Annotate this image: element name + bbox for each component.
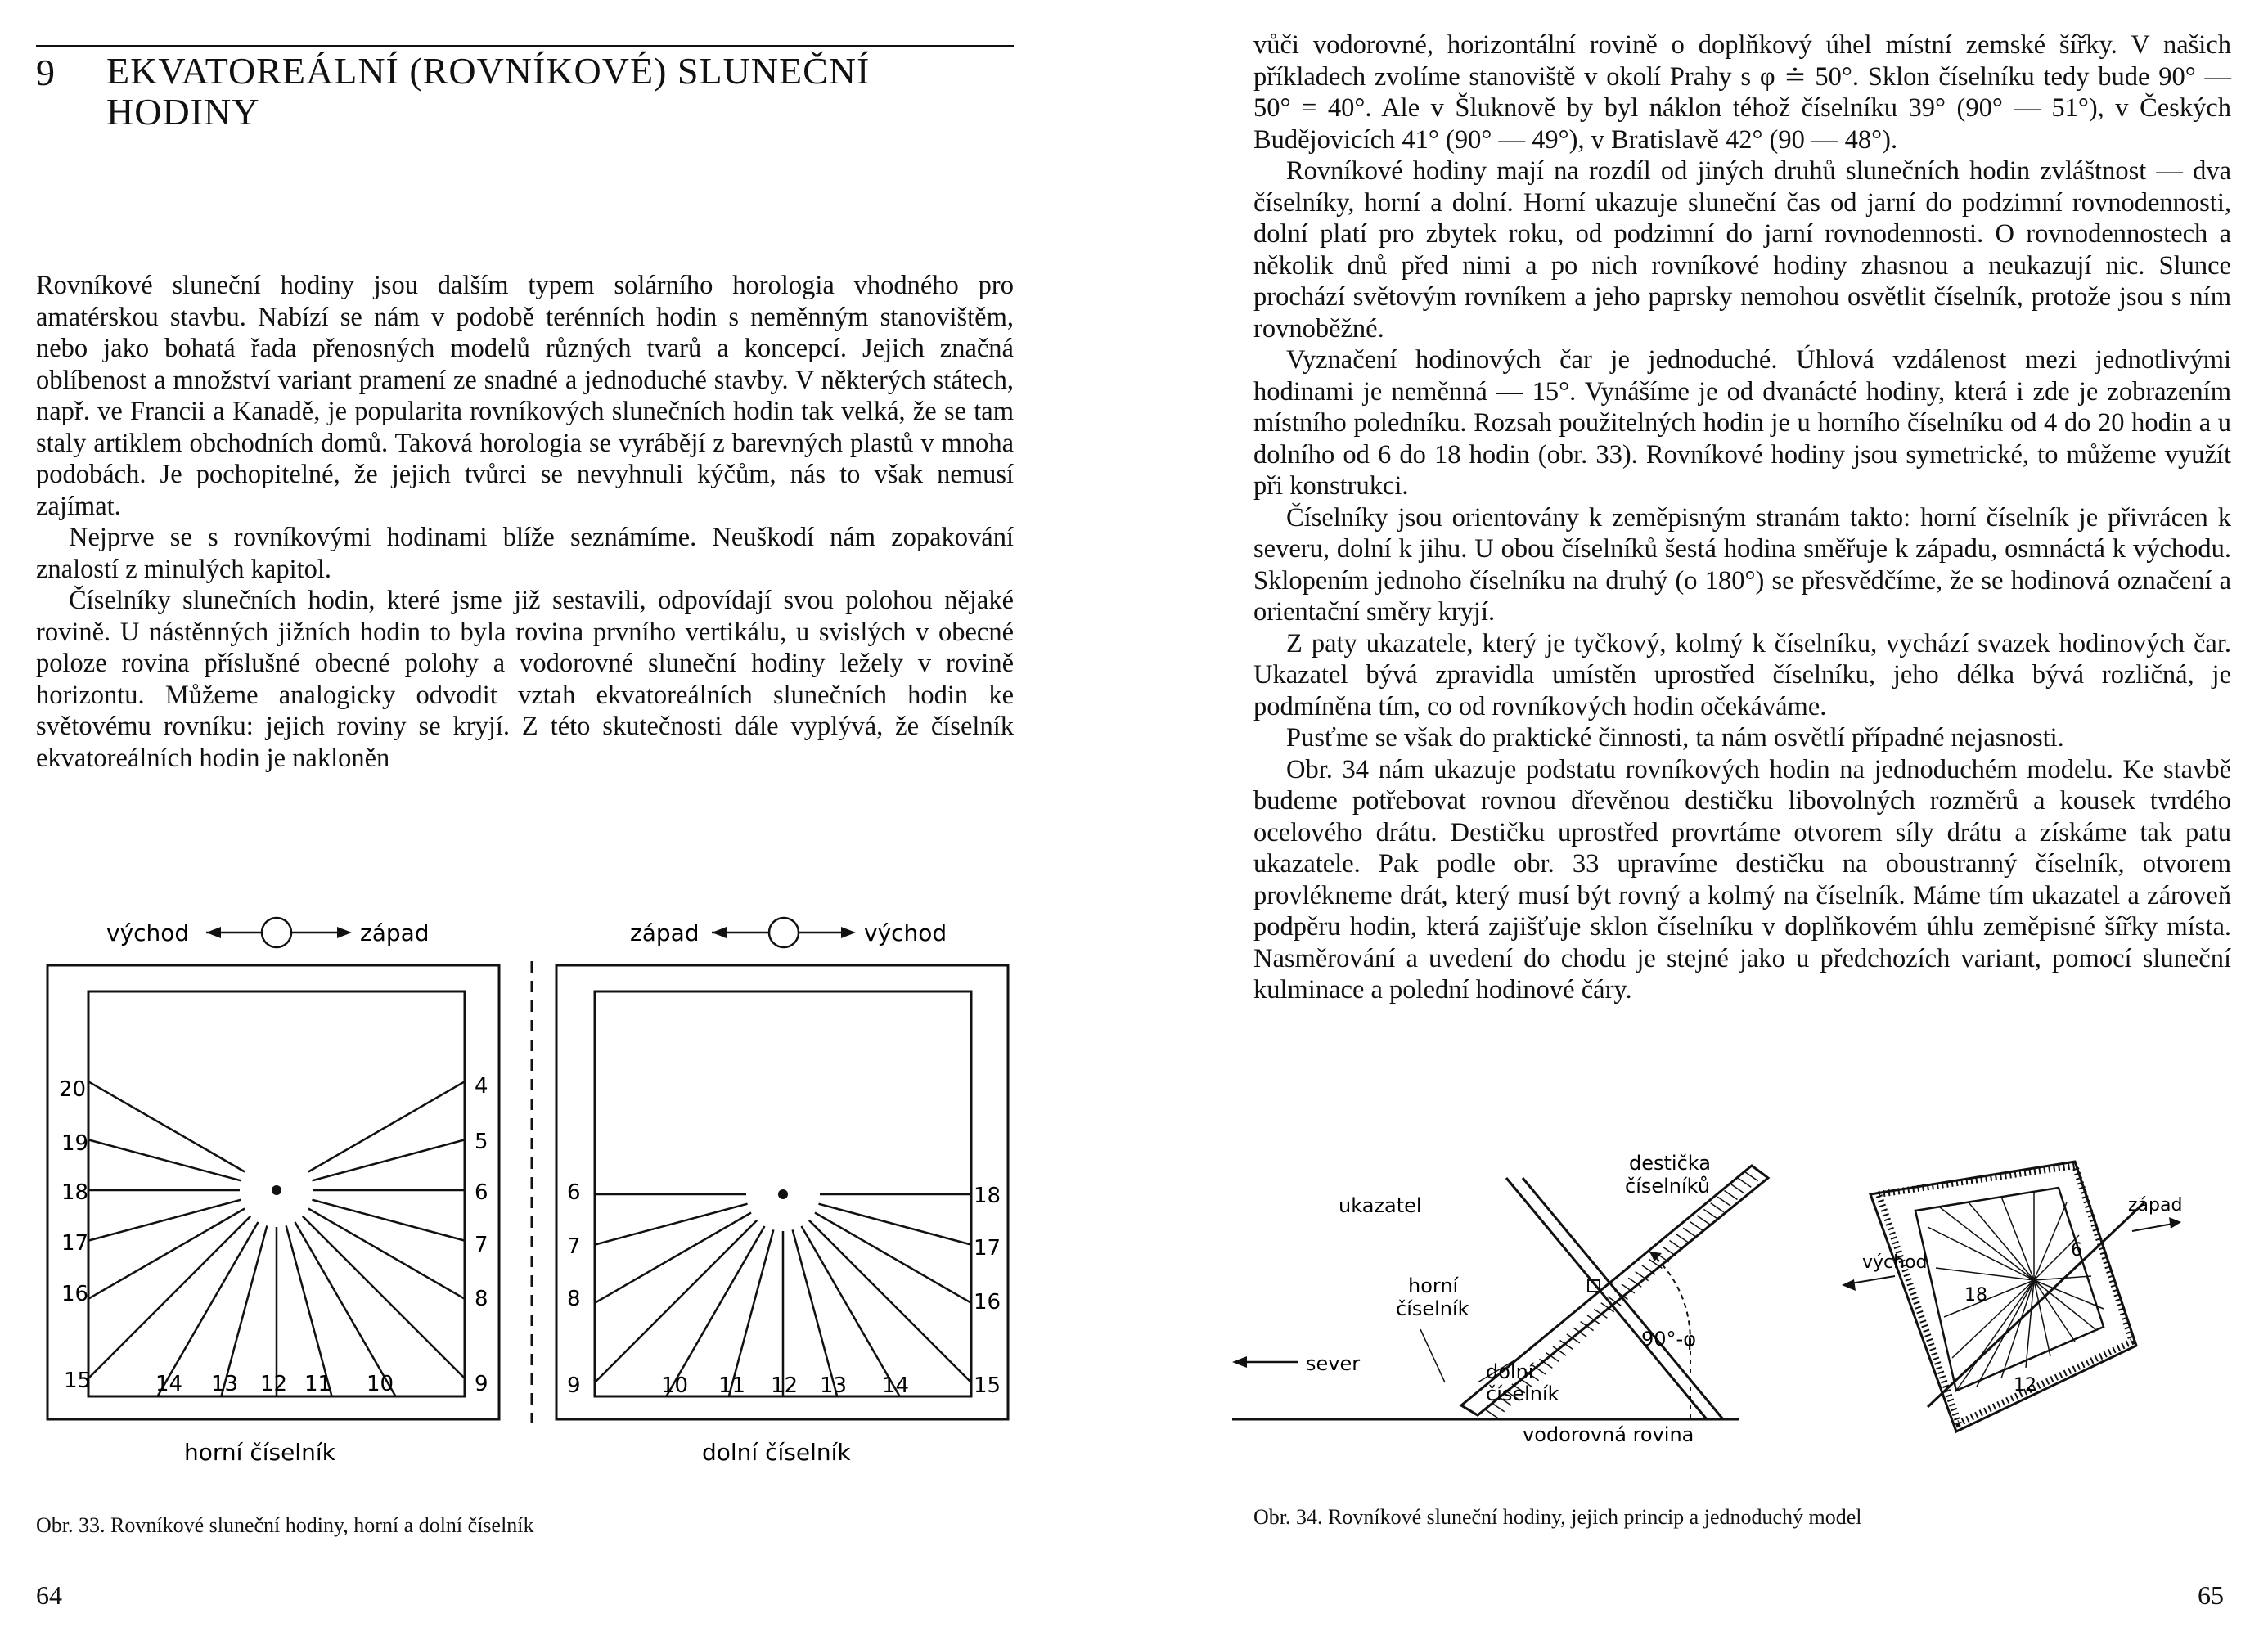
paragraph: Nejprve se s rovníkovými hodinami blíže seznámíme. Neuškodí nám zopakování znalostí z minulých kapitol.	[36, 523, 1014, 584]
hour-label: 13	[211, 1372, 239, 1396]
hour-line	[1670, 1241, 1683, 1250]
hour-line	[286, 1225, 332, 1396]
hour-line	[2034, 1202, 2067, 1280]
arrow-left-icon	[712, 927, 727, 938]
hour-line	[1649, 1259, 1662, 1268]
label-horni-ciselnik: číselník	[1396, 1297, 1469, 1320]
hour-label: 12	[260, 1372, 288, 1396]
hour-line	[666, 1226, 764, 1396]
hour-label: 7	[567, 1234, 581, 1259]
paragraph: Pusťme se však do praktické činnosti, ta nám osvětlí případné nejasnosti.	[1286, 723, 2064, 753]
hour-label: 17	[974, 1236, 1001, 1261]
hour-label: 11	[718, 1373, 746, 1398]
label-rovina: vodorovná rovina	[1523, 1423, 1694, 1446]
arrow-right-icon	[337, 927, 352, 938]
hour-label: 13	[820, 1373, 848, 1398]
hour-label: 10	[661, 1373, 689, 1398]
label-vychod: východ	[1862, 1252, 1928, 1273]
model-drawing	[1842, 1162, 2182, 1432]
right-page	[1134, 0, 2268, 1636]
left-body-text	[36, 270, 1014, 774]
label-dolni: dolní	[1486, 1360, 1534, 1383]
model-label-12: 12	[2014, 1375, 2036, 1396]
hour-label: 14	[882, 1373, 910, 1398]
circle-icon	[262, 918, 291, 947]
hour-line	[88, 1081, 245, 1171]
label-desticka: destička	[1629, 1152, 1711, 1175]
hour-label: 18	[974, 1184, 1001, 1208]
chapter-title-line1: EKVATOREÁLNÍ (ROVNÍKOVÉ) SLUNEČNÍ	[106, 50, 871, 92]
paragraph: Z paty ukazatele, který je tyčkový, kolmý k číselníku, vychází svazek hodinových čar. Ukazatel bývá zpravidla umístěn uprostřed číselníku, jeho délka bývá rozličná, je podmíněna tím, co od rovníkových hodin očekáváme.	[1253, 628, 2231, 721]
hour-line	[1752, 1166, 1765, 1175]
hour-line	[1717, 1197, 1730, 1206]
gnomon-base-dot	[778, 1189, 788, 1199]
right-body-text	[1253, 29, 2231, 1006]
hour-line	[1731, 1184, 1744, 1193]
label-zapad: západ	[2128, 1195, 2183, 1216]
label-angle: 90°-φ	[1641, 1328, 1697, 1351]
chapter-rule	[36, 45, 1014, 47]
figure-34-caption: Obr. 34. Rovníkové sluneční hodiny, jejich princip a jednoduchý model	[1253, 1505, 1862, 1529]
gnomon-base-dot	[272, 1185, 281, 1195]
paragraph: Rovníkové sluneční hodiny jsou dalším typem solárního horologia vhodného pro amatérskou stavbu. Nabízí se nám v podobě terénních hodin s neměnným stanovištěm, nebo jako bohatá řada přenosných modelů různých tvarů a koncepcí. Jejich značná oblíbenost a množství variant pramení ze snadné a jednoduché stavby. V některých státech, např. ve Francii a Kanadě, je popularita rovníkových slunečních hodin tak velká, že se tam staly artiklem obchodních domů. Taková horologia se vyrábějí z barevných plastů v mnoha podobách. Je pochopitelné, že jejich tvůrci se nevyhnuli kýčům, nás to však nemusí zajímat.	[36, 271, 1014, 521]
hour-label: 10	[367, 1372, 394, 1396]
paragraph: Vyznačení hodinových čar je jednoduché. Úhlová vzdálenost mezi jednotlivými hodinami je neměnná — 15°. Vynášíme je od dvanácté hodiny, která i zde je zobrazením místního poledníku. Rozsah použitelných hodin je u horního číselníku od 4 do 20 hodin a u dolního od 6 do 18 hodin (obr. 33). Rovníkové hodiny jsou symetrické, to můžeme využít při konstrukci.	[1253, 345, 2231, 501]
dir-right-label: západ	[360, 919, 430, 946]
dir-left-label: východ	[106, 919, 190, 946]
model-hour-lines	[1928, 1192, 2104, 1391]
hour-label: 5	[475, 1130, 488, 1154]
hour-label: 6	[567, 1180, 581, 1205]
hour-label: 8	[475, 1287, 488, 1311]
hour-line	[1642, 1265, 1655, 1274]
arrow-right-icon	[2169, 1217, 2181, 1229]
hour-line	[88, 1139, 241, 1180]
hour-line	[312, 1139, 465, 1180]
hour-label: 19	[61, 1131, 89, 1156]
figure-34	[1216, 1145, 2222, 1464]
page-number: 65	[2198, 1580, 2224, 1610]
paragraph: Rovníkové hodiny mají na rozdíl od jiných druhů slunečních hodin zvláštnost — dva číselníky, horní a dolní. Horní ukazuje sluneční čas od jarní do podzimní rovnodennosti, dolní platí pro zbytek roku, od podzimní do jarní rovnodennosti. O rovnodennostech a několik dnů před nimi a po nich rovníkové hodiny zhasnou a neukazují nic. Slunce prochází světovým rovníkem a jeho paprsky nemohou osvětlit číselník, protože jsou s ním rovnoběžné.	[1253, 156, 2231, 344]
hour-line	[1697, 1216, 1710, 1225]
hour-line	[818, 1204, 971, 1245]
arrow-left-icon	[1842, 1279, 1856, 1291]
hour-line	[1663, 1247, 1676, 1256]
hour-label: 9	[475, 1372, 488, 1396]
page-number: 64	[36, 1580, 62, 1610]
circle-icon	[769, 918, 799, 947]
upper-dial	[47, 918, 499, 1466]
hour-line	[1725, 1191, 1738, 1200]
leader-line	[1420, 1329, 1445, 1382]
label-ukazatel: ukazatel	[1339, 1194, 1422, 1217]
chapter-title	[106, 51, 870, 133]
arrow-left-icon	[1232, 1356, 1247, 1368]
hour-label: 18	[61, 1180, 89, 1205]
hour-line	[595, 1204, 748, 1245]
hour-label: 11	[304, 1372, 332, 1396]
hour-label: 8	[567, 1287, 581, 1311]
hour-label: 16	[974, 1290, 1001, 1315]
hour-lines	[88, 1081, 465, 1396]
hour-line	[729, 1229, 774, 1396]
hour-line	[88, 1200, 241, 1241]
hour-line	[1738, 1178, 1751, 1187]
dial-label: horní číselník	[184, 1439, 335, 1466]
hour-line	[1969, 1202, 2034, 1280]
chapter-number: 9	[36, 52, 55, 93]
hour-label: 20	[59, 1077, 87, 1102]
hour-line	[1484, 1409, 1497, 1418]
dial-label: dolní číselník	[702, 1439, 851, 1466]
hour-line	[1745, 1172, 1758, 1181]
hour-label: 4	[475, 1074, 488, 1099]
hour-line	[88, 1216, 250, 1378]
dir-left-label: západ	[630, 919, 700, 946]
arrow-left-icon	[206, 927, 221, 938]
chapter-title-line2: HODINY	[106, 91, 260, 133]
hour-label: 6	[475, 1180, 488, 1205]
hour-line	[308, 1081, 465, 1171]
principle-diagram	[1232, 1152, 1768, 1446]
hour-line	[221, 1225, 267, 1396]
lower-dial	[556, 918, 1008, 1466]
hour-label: 12	[771, 1373, 799, 1398]
hour-line	[802, 1226, 900, 1396]
hour-line	[1683, 1228, 1696, 1237]
hour-line	[158, 1222, 259, 1396]
hour-line	[809, 1220, 971, 1382]
hour-label: 15	[974, 1373, 1001, 1398]
paragraph: Obr. 34 nám ukazuje podstatu rovníkových hodin na jednoduchém modelu. Ke stavbě budeme potřebovat rovnou dřevěnou destičku libovolných rozměrů a kousek tvrdého ocelového drátu. Destičku uprostřed provrtáme otvorem síly drátu a získáme tak patu ukazatele. Pak podle obr. 33 upravíme destičku na oboustranný číselník, otvorem provlékneme drát, který musí být rovný a kolmý na číselník. Máme tím ukazatel a zároveň podpěru hodin, která zajišťuje sklon číselníku v doplňkovém úhlu zeměpisné šířky místa. Nasměrování a uvedení do chodu je stejné jako u předchozích variant, pomocí sluneční kulminace a polední hodinové čáry.	[1253, 754, 2231, 1005]
figure-33	[0, 900, 1134, 1489]
hour-line	[793, 1229, 838, 1396]
hour-line	[595, 1220, 757, 1382]
paragraph: Číselníky jsou orientovány k zeměpisným stranám takto: horní číselník je přivrácen k severu, dolní k jihu. U obou číselníků šestá hodina směřuje k západu, osmnáctá k východu. Sklopením jednoho číselníku na druhý (o 180°) se přesvědčíme, že se hodinová označení a orientační směry kryjí.	[1253, 502, 2231, 627]
dir-right-label: východ	[864, 919, 947, 946]
hour-label: 7	[475, 1233, 488, 1257]
model-label-18: 18	[1964, 1285, 1987, 1306]
paragraph: vůči vodorovné, horizontální rovině o doplňkový úhel místní zemské šířky. V našich příkladech zvolíme stanoviště v okolí Prahy s φ ≐ 50°. Sklon číselníku tedy bude 90° — 50° = 40°. Ale v Šluknově by byl náklon téhož číselníku 39° (90° — 51°), v Českých Budějovicích 41° (90° — 49°), v Bratislavě 42° (90 — 48°).	[1253, 30, 2231, 155]
figure-33-caption: Obr. 33. Rovníkové sluneční hodiny, horní a dolní číselník	[36, 1513, 534, 1537]
hour-label: 17	[61, 1231, 89, 1256]
paragraph: Číselníky slunečních hodin, které jsme již sestavili, odpovídají svou polohou nějaké rovině. U nástěnných jižních hodin to byla rovina prvního vertikálu, u svislých v obecné poloze rovina příslušné obecné polohy a vodorovné sluneční hodiny ležely v rovině horizontu. Můžeme analogicky odvodit vztah ekvatoreálních slunečních hodin ke světovému rovníku: jejich roviny se kryjí. Z této skutečnosti dále vyplývá, že číselník ekvatoreálních hodin je nakloněn	[36, 586, 1014, 773]
label-horni: horní	[1408, 1274, 1459, 1297]
label-ciselniku: číselníků	[1625, 1175, 1711, 1198]
hour-line	[1676, 1234, 1690, 1243]
hour-label: 9	[567, 1373, 581, 1398]
hour-line	[303, 1216, 465, 1378]
hour-line	[1928, 1227, 2034, 1280]
hour-line	[1690, 1222, 1703, 1231]
hour-line	[1703, 1209, 1717, 1218]
hour-line	[1936, 1268, 2034, 1280]
hour-lines	[595, 1194, 971, 1396]
hour-line	[312, 1200, 465, 1241]
model-label-6: 6	[2071, 1240, 2082, 1261]
hour-line	[295, 1222, 396, 1396]
hour-label: 16	[61, 1282, 89, 1306]
hour-line	[1711, 1203, 1724, 1212]
label-sever: sever	[1306, 1352, 1361, 1375]
label-dolni-ciselnik: číselník	[1486, 1382, 1559, 1405]
hour-label: 14	[155, 1372, 183, 1396]
arrow-right-icon	[841, 927, 856, 938]
hour-label: 15	[64, 1369, 92, 1393]
